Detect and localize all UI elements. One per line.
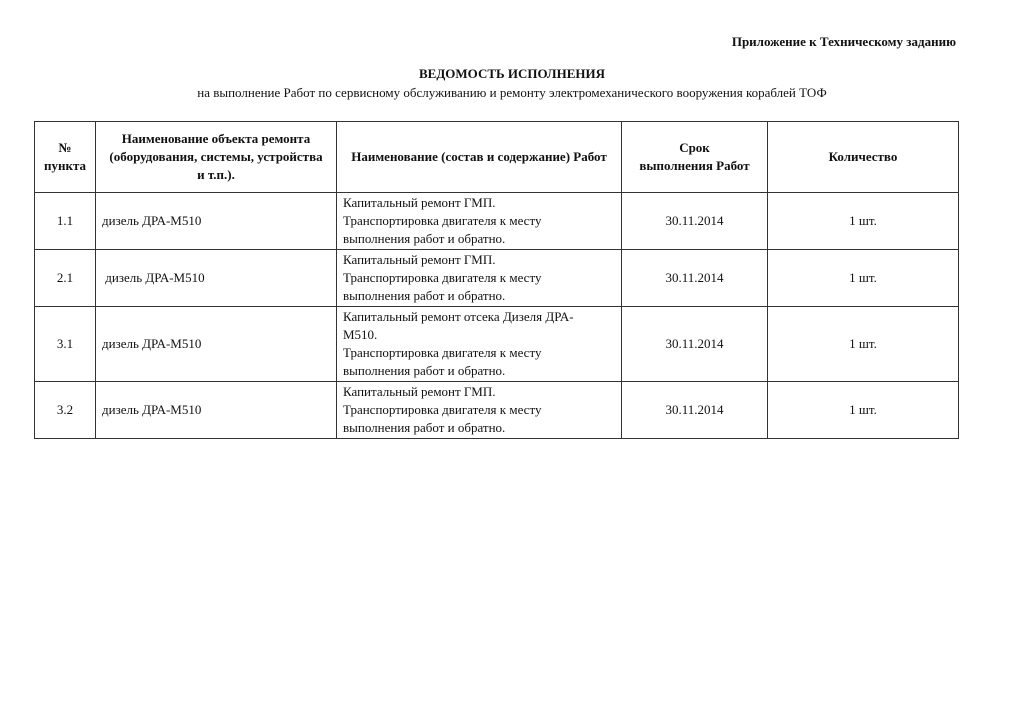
cell-object: дизель ДРА-М510 (96, 307, 337, 382)
column-header-deadline: Срок выполнения Работ (622, 122, 768, 193)
cell-object: дизель ДРА-М510 (96, 193, 337, 250)
cell-deadline: 30.11.2014 (622, 193, 768, 250)
table-row (35, 193, 959, 250)
cell-num: 3.2 (35, 382, 96, 439)
cell-object: дизель ДРА-М510 (96, 250, 337, 307)
table-row (35, 307, 959, 382)
cell-quantity: 1 шт. (768, 250, 959, 307)
column-header-quantity: Количество (768, 122, 959, 193)
cell-work: Капитальный ремонт отсека Дизеля ДРА- М510. Транспортировка двигателя к месту выполнения работ и обратно. (337, 307, 622, 382)
cell-quantity: 1 шт. (768, 193, 959, 250)
cell-deadline: 30.11.2014 (622, 250, 768, 307)
column-header-work: Наименование (состав и содержание) Работ (337, 122, 622, 193)
table-row (35, 382, 959, 439)
table-row (35, 250, 959, 307)
cell-quantity: 1 шт. (768, 307, 959, 382)
cell-num: 2.1 (35, 250, 96, 307)
document-subtitle: на выполнение Работ по сервисному обслуживанию и ремонту электромеханического вооружения кораблей ТОФ (197, 85, 827, 100)
cell-quantity: 1 шт. (768, 382, 959, 439)
document-title: ВЕДОМОСТЬ ИСПОЛНЕНИЯ (419, 66, 605, 81)
cell-deadline: 30.11.2014 (622, 307, 768, 382)
column-header-object: Наименование объекта ремонта (оборудования, системы, устройства и т.п.). (96, 122, 337, 193)
cell-work: Капитальный ремонт ГМП. Транспортировка двигателя к месту выполнения работ и обратно. (337, 382, 622, 439)
cell-work: Капитальный ремонт ГМП. Транспортировка двигателя к месту выполнения работ и обратно. (337, 250, 622, 307)
cell-num: 3.1 (35, 307, 96, 382)
appendix-label: Приложение к Техническому заданию (731, 34, 956, 49)
cell-object: дизель ДРА-М510 (96, 382, 337, 439)
cell-work: Капитальный ремонт ГМП. Транспортировка двигателя к месту выполнения работ и обратно. (337, 193, 622, 250)
cell-num: 1.1 (35, 193, 96, 250)
cell-deadline: 30.11.2014 (622, 382, 768, 439)
execution-table (34, 121, 959, 439)
table-header-row (35, 122, 959, 193)
column-header-num: № пункта (35, 122, 96, 193)
